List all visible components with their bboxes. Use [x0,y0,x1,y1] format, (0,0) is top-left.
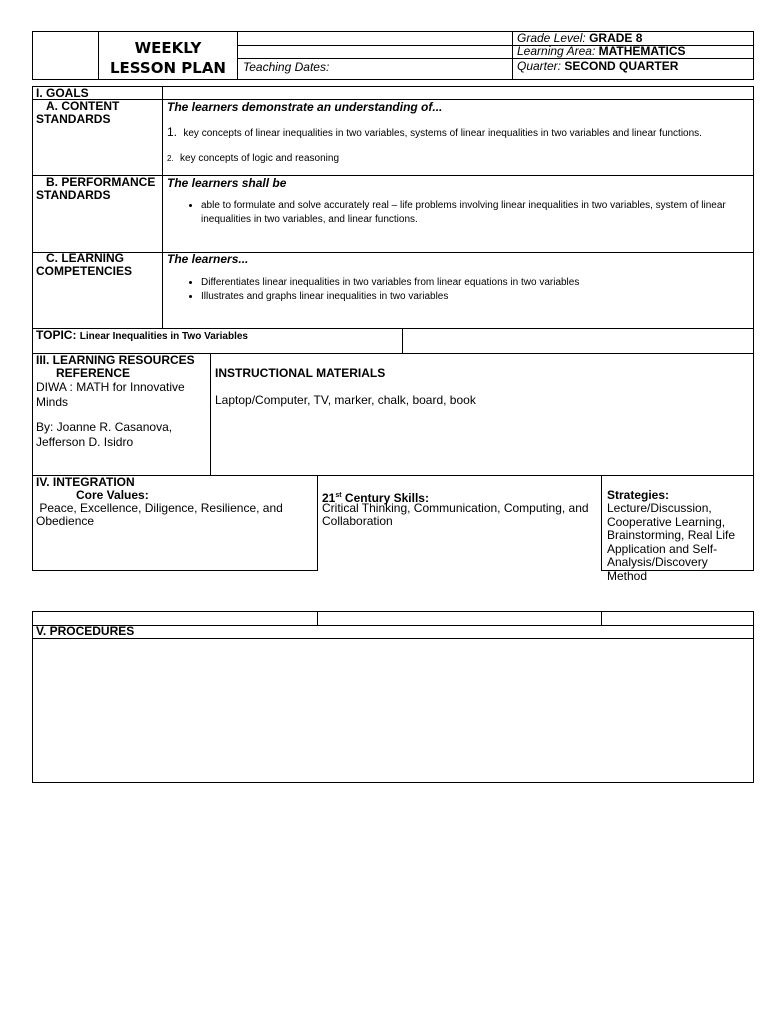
strategies-value: Lecture/Discussion, Cooperative Learning, Brainstorming, Real Life Application and Self-Analysis/Discovery Method [607,501,736,583]
title-cell [98,31,238,80]
learning-competencies-list [167,276,752,304]
title-lesson-plan: LESSON PLAN [110,59,226,77]
teaching-dates-field[interactable]: Teaching Dates: [243,60,330,74]
header-blank-row-1 [238,31,513,46]
learning-competency-item: • Illustrates and graphs linear inequalities in two variables [201,290,752,304]
procedures-heading-row [32,625,754,639]
reference-book: DIWA : MATH for Innovative Minds [36,380,185,409]
learning-competency-item: • Differentiates linear inequalities in two variables from linear equations in two variables [201,276,752,290]
performance-standards-intro: The learners shall be [167,176,287,190]
grade-level-value: GRADE 8 [589,31,643,45]
materials-label: INSTRUCTIONAL MATERIALS [215,366,386,380]
learning-area-row: Learning Area: MATHEMATICS [513,45,754,59]
reference-label: REFERENCE [56,366,131,380]
core-values: Peace, Excellence, Diligence, Resilience, and Obedience [36,501,287,528]
core-values-label: Core Values: [76,488,149,502]
performance-standard-item: • able to formulate and solve accurately real – life problems involving linear inequalities in two variables, system of linear inequalities in two variables, and linear functions. [201,199,752,227]
topic-cell [36,328,248,344]
content-standard-item-1: 1. key concepts of linear inequalities in two variables, systems of linear inequalities in two variables and linear functions. [167,125,702,139]
grade-level-row: Grade Level: GRADE 8 [513,31,754,46]
performance-standards-list [167,199,752,227]
header-blank-row-2 [238,45,513,59]
learning-area-value: MATHEMATICS [598,44,686,58]
content-standards-label: A. CONTENT STANDARDS [36,99,120,126]
skills-value: Critical Thinking, Communication, Computing, and Collaboration [322,501,589,528]
procedures-heading: V. PROCEDURES [36,624,135,638]
performance-standards-label: B. PERFORMANCE STANDARDS [36,175,156,202]
topic-label: TOPIC: [36,328,77,342]
strategies-label: Strategies: [607,488,670,502]
skills-label: 21st Century Skills: [322,491,429,505]
content-standard-item-2: 2. key concepts of logic and reasoning [167,153,340,164]
topic-value: Linear Inequalities in Two Variables [79,331,248,342]
reference-authors: By: Joanne R. Casanova, Jefferson D. Isidro [36,420,173,449]
materials-value: Laptop/Computer, TV, marker, chalk, board, book [215,393,476,407]
learning-competencies-label: C. LEARNING COMPETENCIES [36,251,133,278]
goals-heading: I. GOALS [36,86,89,100]
quarter-value: SECOND QUARTER [564,59,679,73]
integration-heading: IV. INTEGRATION [36,475,135,489]
procedures-body [32,638,754,783]
resources-heading: III. LEARNING RESOURCES [36,353,195,367]
procedures-top-divider [317,611,602,626]
teaching-dates-label: Teaching Dates [243,60,326,74]
quarter-row: Quarter: SECOND QUARTER [517,59,679,73]
content-standards-intro: The learners demonstrate an understanding of... [167,100,443,114]
learning-competencies-intro: The learners... [167,252,249,266]
title-weekly: WEEKLY [134,39,202,57]
